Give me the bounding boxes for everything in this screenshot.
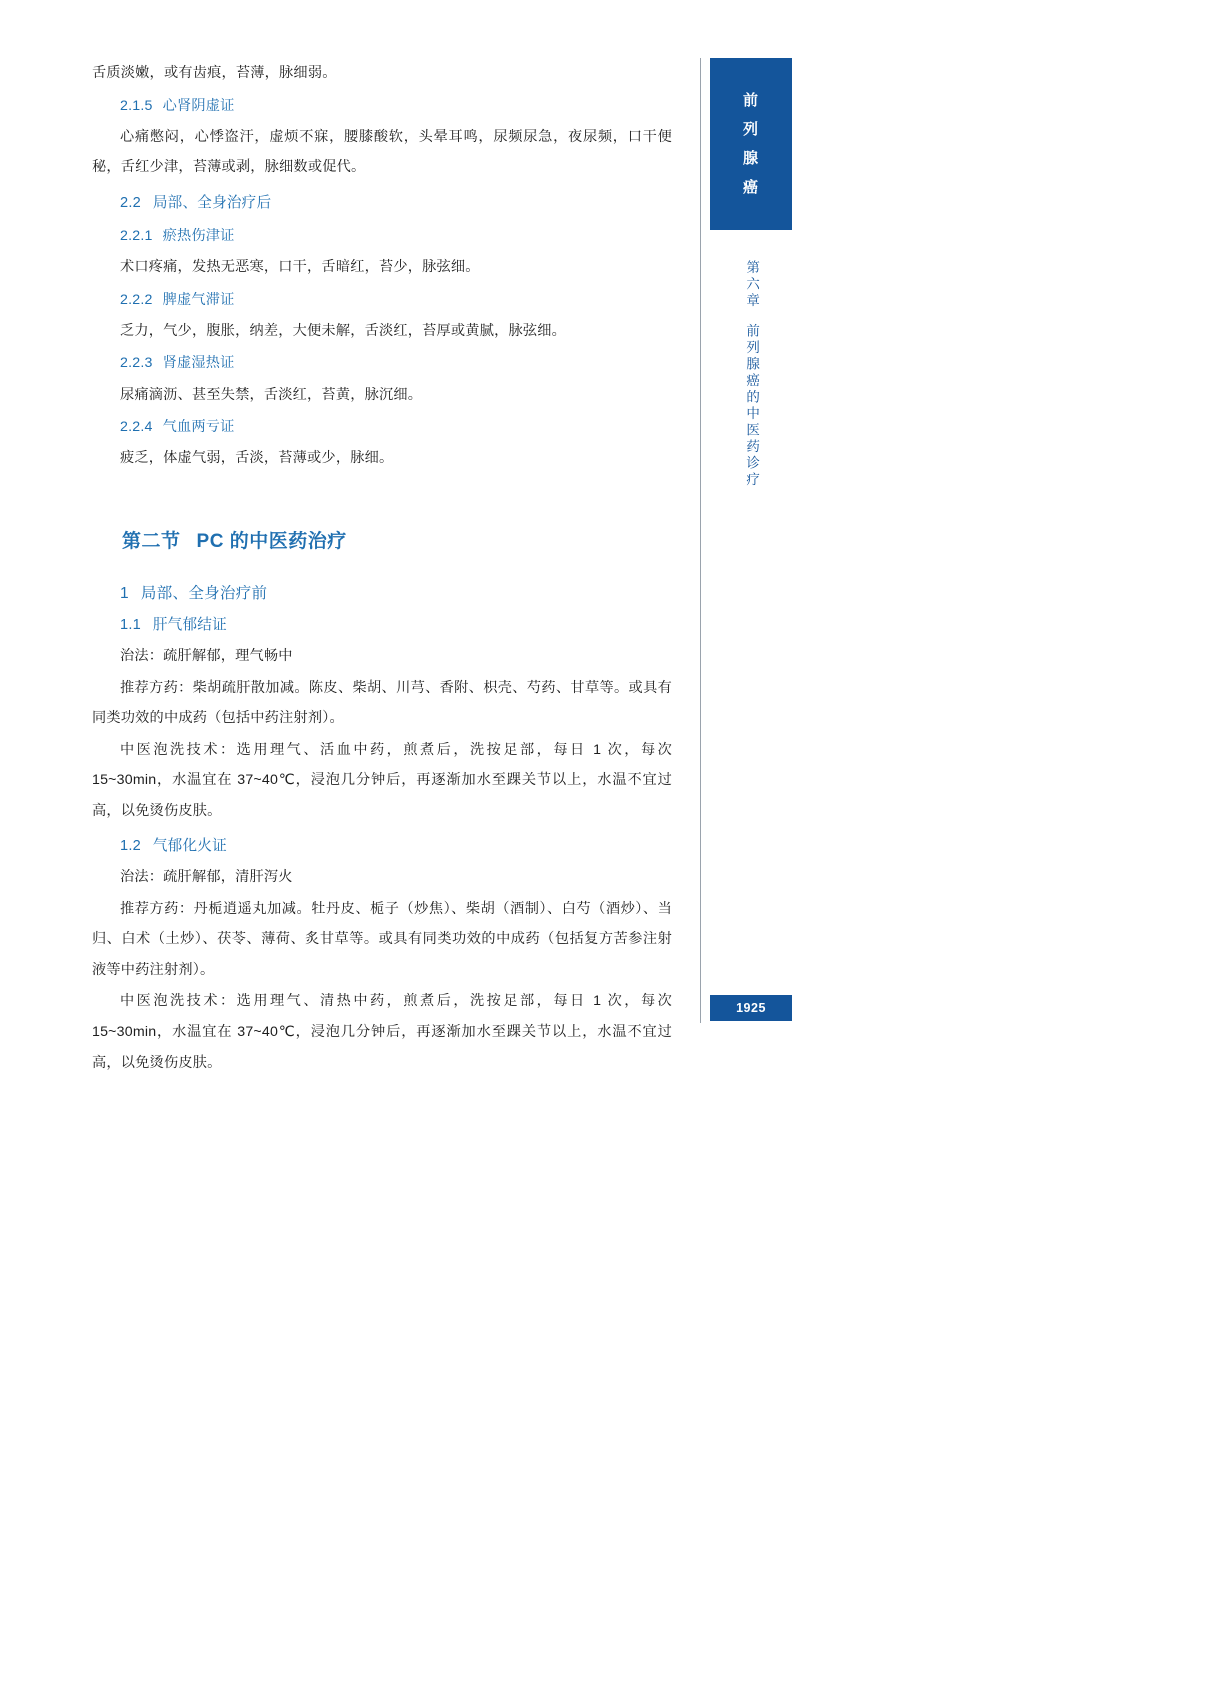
thumb-tab-char-2: 列 [742, 120, 759, 138]
heading-1-1 [92, 609, 672, 641]
paragraph-1-1-soak: 中医泡洗技术：选用理气、活血中药，煎煮后，洗按足部，每日 1 次，每次 15~30min，水温宜在 37~40℃，浸泡几分钟后，再逐渐加水至踝关节以上，水温不宜过高，以免烫伤皮肤。 [92, 741, 672, 819]
heading-1 [92, 581, 672, 603]
paragraph-2-2-4: 疲乏，体虚气弱，舌淡，苔薄或少，脉细。 [120, 450, 394, 467]
heading-text: 心肾阴虚证 [162, 97, 235, 114]
heading-2-1-5 [92, 91, 672, 122]
heading-2-2-3 [92, 348, 672, 379]
running-head-chapter: 第六章 [744, 260, 760, 310]
paragraph-1-1-method: 治法：疏肝解郁，理气畅中 [120, 648, 293, 665]
running-head-inner [741, 260, 761, 500]
running-head [710, 260, 792, 500]
heading-text: 气郁化火证 [152, 838, 227, 855]
heading-number: 2.2 [120, 194, 141, 211]
heading-text: 肾虚湿热证 [162, 355, 235, 372]
thumb-tab [710, 58, 792, 230]
section-heading [92, 526, 672, 553]
heading-number: 2.1.5 [120, 97, 153, 114]
heading-number: 1.1 [120, 616, 141, 633]
paragraph-2-2-3: 尿痛滴沥、甚至失禁，舌淡红，苔黄，脉沉细。 [120, 386, 423, 403]
paragraph-1-2-formula: 推荐方药：丹栀逍遥丸加减。牡丹皮、栀子（炒焦）、柴胡（酒制）、白芍（酒炒）、当归、白术（土炒）、茯苓、薄荷、炙甘草等。或具有同类功效的中成药（包括复方苦参注射液等中药注射剂）。 [92, 900, 672, 978]
side-rubric-column [710, 58, 792, 500]
paragraph-2-1-5: 心痛憋闷，心悸盗汗，虚烦不寐，腰膝酸软，头晕耳鸣，尿频尿急，夜尿频，口干便秘，舌红少津，苔薄或剥，脉细数或促代。 [92, 128, 672, 176]
heading-number: 1.2 [120, 838, 141, 855]
heading-2-2-2 [92, 285, 672, 316]
heading-2-2 [92, 187, 672, 219]
heading-number: 2.2.3 [120, 355, 153, 372]
paragraph-1-1-formula: 推荐方药：柴胡疏肝散加减。陈皮、柴胡、川芎、香附、枳壳、芍药、甘草等。或具有同类功效的中成药（包括中药注射剂）。 [92, 679, 672, 727]
thumb-tab-char-1: 前 [742, 91, 759, 109]
paragraph-2-2-2: 乏力，气少，腹胀，纳差，大便未解，舌淡红，苔厚或黄腻，脉弦细。 [120, 322, 567, 339]
heading-number: 2.2.4 [120, 419, 153, 436]
heading-text: 局部、全身治疗前 [140, 584, 268, 602]
section-number: 第二节 [122, 530, 181, 552]
heading-number: 2.2.2 [120, 291, 153, 308]
paragraph-continued: 舌质淡嫩，或有齿痕，苔薄，脉细弱。 [92, 65, 337, 81]
heading-text: 气血两亏证 [162, 419, 235, 436]
heading-text: 肝气郁结证 [152, 616, 227, 633]
main-text-column [92, 58, 672, 1079]
section-title-text: PC 的中医药治疗 [196, 530, 347, 552]
running-head-title: 前列腺癌的中医药诊疗 [744, 323, 760, 489]
heading-text: 脾虚气滞证 [162, 291, 235, 308]
heading-2-2-1 [92, 221, 672, 252]
thumb-tab-char-3: 腺 [742, 150, 759, 167]
column-divider-rule [700, 58, 701, 1023]
heading-1-2 [92, 830, 672, 862]
heading-number: 1 [120, 584, 129, 602]
paragraph-1-2-soak: 中医泡洗技术：选用理气、清热中药，煎煮后，洗按足部，每日 1 次，每次 15~30min，水温宜在 37~40℃，浸泡几分钟后，再逐渐加水至踝关节以上，水温不宜过高，以免烫伤皮肤。 [92, 993, 672, 1071]
paragraph-2-2-1: 术口疼痛，发热无恶寒，口干，舌暗红，苔少，脉弦细。 [120, 259, 480, 276]
heading-text: 瘀热伤津证 [162, 227, 235, 244]
heading-text: 局部、全身治疗后 [152, 194, 272, 211]
heading-2-2-4 [92, 412, 672, 443]
paragraph-1-2-method: 治法：疏肝解郁，清肝泻火 [120, 869, 293, 886]
page-number: 1925 [710, 995, 792, 1021]
heading-number: 2.2.1 [120, 227, 153, 244]
thumb-tab-char-4: 癌 [742, 179, 759, 197]
